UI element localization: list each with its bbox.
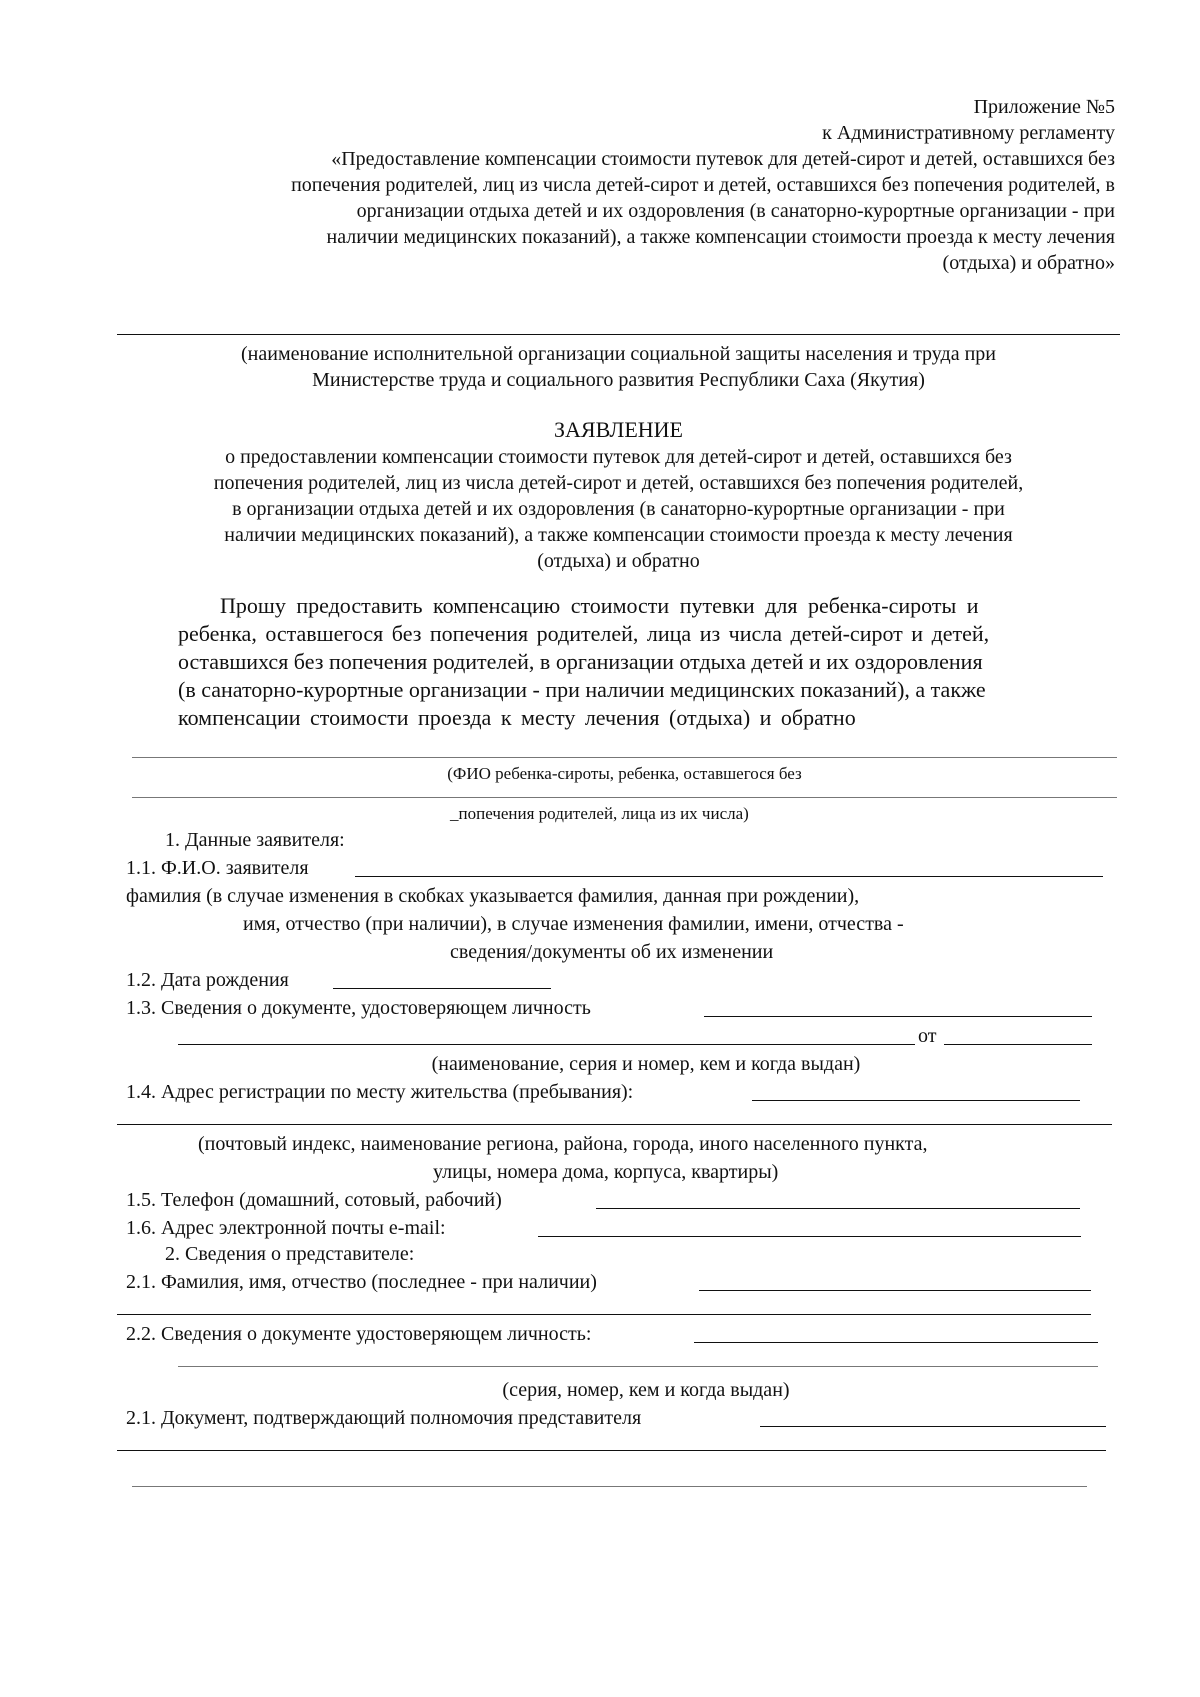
- child-name-caption: _попечения родителей, лица из их числа): [450, 804, 749, 823]
- birth-date-field[interactable]: [333, 968, 551, 989]
- request-line: (в санаторно-курортные организации - при наличии медицинских показаний), а также: [178, 677, 986, 702]
- document-title: ЗАЯВЛЕНИЕ: [554, 417, 683, 442]
- header-line: наличии медицинских показаний), а также компенсации стоимости проезда к месту лечения: [326, 226, 1115, 248]
- registration-address-field[interactable]: [117, 1124, 1112, 1125]
- header-line: (отдыха) и обратно»: [942, 252, 1115, 274]
- authority-document-field[interactable]: [760, 1406, 1106, 1427]
- field-label: 1.5. Телефон (домашний, сотовый, рабочий): [126, 1189, 502, 1211]
- organization-caption: (наименование исполнительной организации социальной защиты населения и труда при: [241, 343, 996, 365]
- field-label: 1.1. Ф.И.О. заявителя: [126, 857, 309, 879]
- section-heading: 2. Сведения о представителе:: [165, 1243, 415, 1265]
- subtitle-line: попечения родителей, лиц из числа детей-сирот и детей, оставшихся без попечения родителей,: [213, 472, 1024, 494]
- subtitle-line: (отдыха) и обратно: [537, 550, 700, 572]
- header-line: «Предоставление компенсации стоимости путевок для детей-сирот и детей, оставшихся без: [331, 148, 1115, 170]
- authority-document-field[interactable]: [117, 1450, 1106, 1451]
- identity-document-field[interactable]: [178, 1024, 915, 1045]
- representative-document-field[interactable]: [178, 1366, 1098, 1367]
- field-label: 1.2. Дата рождения: [126, 969, 289, 991]
- request-line: Прошу предоставить компенсацию стоимости путевки для ребенка-сироты и: [220, 593, 979, 618]
- email-field[interactable]: [538, 1216, 1081, 1237]
- request-line: ребенка, оставшегося без попечения родителей, лица из числа детей-сирот и детей,: [178, 621, 990, 646]
- representative-document-field[interactable]: [694, 1322, 1098, 1343]
- header-line: организации отдыха детей и их оздоровления (в санаторно-курортные организации - при: [356, 200, 1115, 222]
- field-label: 2.1. Фамилия, имя, отчество (последнее - при наличии): [126, 1271, 597, 1293]
- field-caption: (почтовый индекс, наименование региона, района, города, иного населенного пункта,: [198, 1133, 928, 1155]
- request-line: оставшихся без попечения родителей, в организации отдыха детей и их оздоровления: [178, 649, 983, 674]
- field-caption: (наименование, серия и номер, кем и когда выдан): [431, 1053, 861, 1075]
- subtitle-line: наличии медицинских показаний), а также компенсации стоимости проезда к месту лечения: [224, 524, 1013, 546]
- representative-fio-field[interactable]: [117, 1314, 1091, 1315]
- field-note: сведения/документы об их изменении: [450, 941, 774, 963]
- subtitle-line: о предоставлении компенсации стоимости путевок для детей-сирот и детей, оставшихся без: [225, 446, 1012, 468]
- applicant-fio-field[interactable]: [355, 856, 1103, 877]
- field-caption: (серия, номер, кем и когда выдан): [502, 1379, 790, 1401]
- appendix-number: Приложение №5: [973, 96, 1115, 118]
- field-caption: улицы, номера дома, корпуса, квартиры): [433, 1161, 779, 1183]
- registration-address-field[interactable]: [752, 1080, 1080, 1101]
- organization-input-line[interactable]: [117, 334, 1120, 335]
- field-label: от: [918, 1025, 937, 1047]
- request-line: компенсации стоимости проезда к месту лечения (отдыха) и обратно: [178, 705, 856, 730]
- child-name-input-line[interactable]: [132, 797, 1117, 798]
- field-note: имя, отчество (при наличии), в случае изменения фамилии, имени, отчества -: [243, 913, 904, 935]
- document-issue-date-field[interactable]: [944, 1024, 1092, 1045]
- organization-caption: Министерстве труда и социального развития Республики Саха (Якутия): [312, 369, 925, 391]
- authority-document-field[interactable]: [132, 1486, 1087, 1487]
- section-heading: 1. Данные заявителя:: [165, 829, 345, 851]
- child-name-caption: (ФИО ребенка-сироты, ребенка, оставшегося без: [447, 764, 802, 783]
- child-name-input-line[interactable]: [132, 757, 1117, 758]
- representative-fio-field[interactable]: [699, 1270, 1091, 1291]
- phone-field[interactable]: [596, 1188, 1080, 1209]
- field-label: 1.4. Адрес регистрации по месту жительства (пребывания):: [126, 1081, 634, 1103]
- field-label: 2.2. Сведения о документе удостоверяющем личность:: [126, 1323, 592, 1345]
- header-line: попечения родителей, лиц из числа детей-сирот и детей, оставшихся без попечения родителей, в: [291, 174, 1115, 196]
- identity-document-field[interactable]: [704, 996, 1092, 1017]
- subtitle-line: в организации отдыха детей и их оздоровления (в санаторно-курортные организации - при: [232, 498, 1005, 520]
- field-note: фамилия (в случае изменения в скобках указывается фамилия, данная при рождении),: [126, 885, 860, 907]
- field-label: 2.1. Документ, подтверждающий полномочия представителя: [126, 1407, 642, 1429]
- field-label: 1.6. Адрес электронной почты e-mail:: [126, 1217, 446, 1239]
- field-label: 1.3. Сведения о документе, удостоверяющем личность: [126, 997, 591, 1019]
- header-line: к Административному регламенту: [822, 122, 1115, 144]
